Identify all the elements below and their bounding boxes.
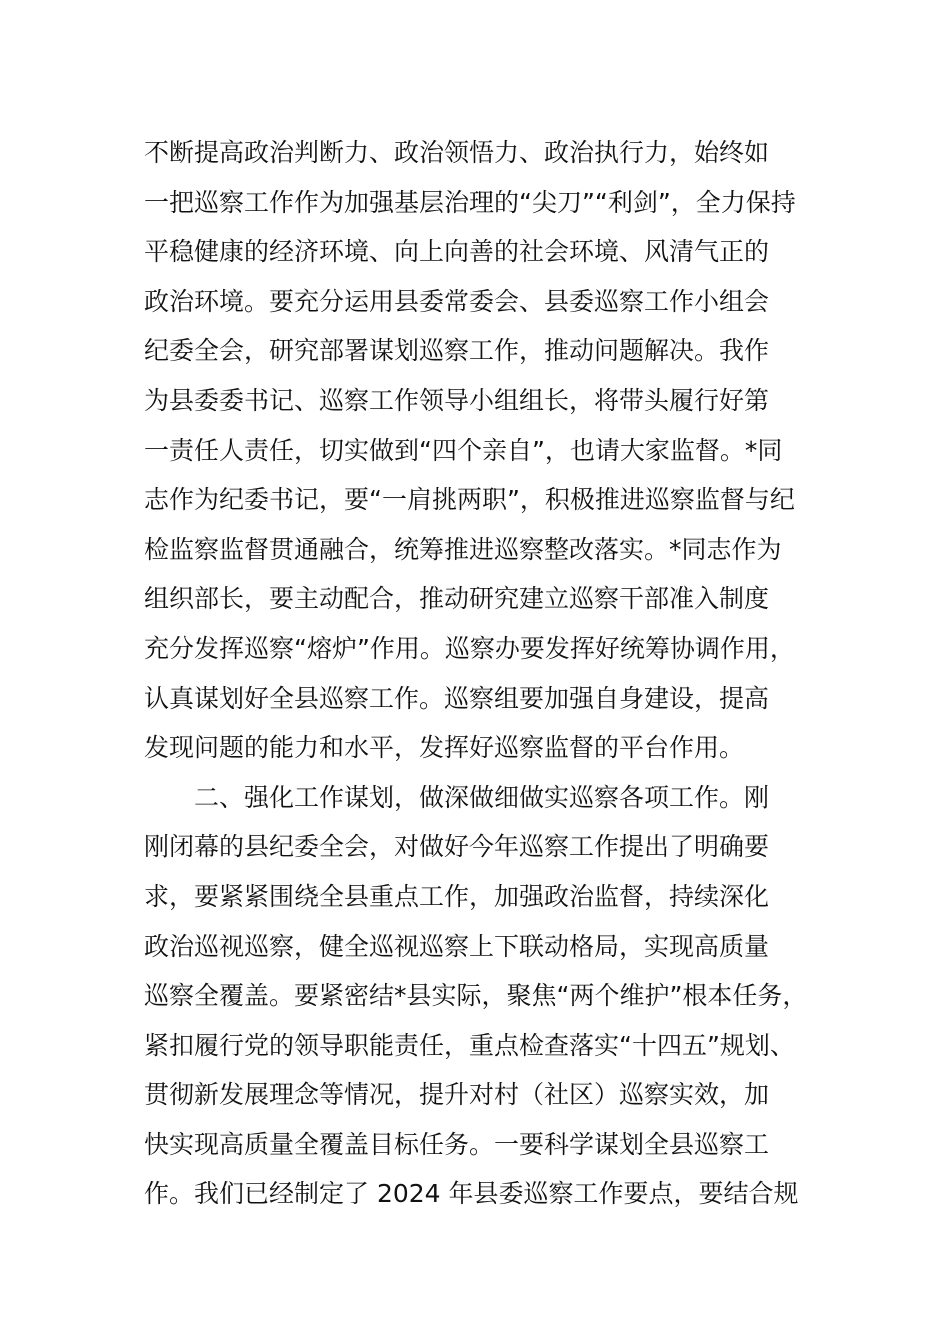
text-line: 求，要紧紧围绕全县重点工作，加强政治监督，持续深化 <box>144 881 770 911</box>
text-line: 快实现高质量全覆盖目标任务。一要科学谋划全县巡察工 <box>144 1129 770 1159</box>
text-line: 认真谋划好全县巡察工作。巡察组要加强自身建设，提高 <box>144 683 770 713</box>
text-line: 不断提高政治判断力、政治领悟力、政治执行力，始终如 <box>144 138 770 167</box>
text-line: 充分发挥巡察“熔炉”作用。巡察办要发挥好统筹协调作用， <box>144 633 795 663</box>
text-line: 组织部长，要主动配合，推动研究建立巡察干部准入制度 <box>144 584 770 614</box>
text-line: 为县委委书记、巡察工作领导小组组长，将带头履行好第 <box>144 385 770 415</box>
text-line: 巡察全覆盖。要紧密结*县实际，聚焦“两个维护”根本任务， <box>144 981 808 1011</box>
text-line: 一责任人责任，切实做到“四个亲自”，也请大家监督。*同 <box>144 435 783 465</box>
text-line: 政治环境。要充分运用县委常委会、县委巡察工作小组会 <box>144 286 770 316</box>
text-line: 平稳健康的经济环境、向上向善的社会环境、风清气正的 <box>144 237 770 267</box>
text-line: 刚闭幕的县纪委全会，对做好今年巡察工作提出了明确要 <box>144 832 770 862</box>
text-line: 贯彻新发展理念等情况，提升对村（社区）巡察实效，加 <box>144 1080 770 1110</box>
text-line: 检监察监督贯通融合，统筹推进巡察整改落实。*同志作为 <box>144 534 782 564</box>
body-text <box>144 128 844 1219</box>
text-line: 纪委全会，研究部署谋划巡察工作，推动问题解决。我作 <box>144 336 770 366</box>
text-line: 志作为纪委书记，要“一肩挑两职”，积极推进巡察监督与纪 <box>144 485 795 515</box>
section-heading-line: 二、强化工作谋划，做深做细做实巡察各项工作。刚 <box>194 782 770 812</box>
text-line: 发现问题的能力和水平，发挥好巡察监督的平台作用。 <box>144 733 745 763</box>
text-line: 紧扣履行党的领导职能责任，重点检查落实“十四五”规划、 <box>144 1030 795 1060</box>
text-line: 政治巡视巡察，健全巡视巡察上下联动格局，实现高质量 <box>144 931 770 961</box>
text-line: 一把巡察工作作为加强基层治理的“尖刀”“利剑”，全力保持 <box>144 187 796 217</box>
text-line: 作。我们已经制定了 2024 年县委巡察工作要点，要结合规 <box>144 1179 799 1209</box>
